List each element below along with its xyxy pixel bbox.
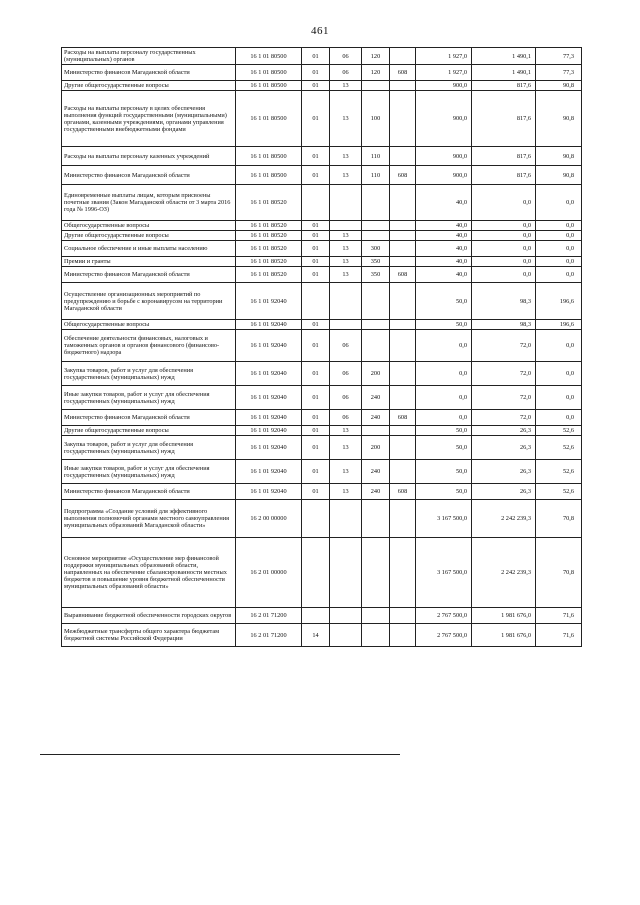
row-plan: 900,0 [416,166,472,185]
row-name: Другие общегосударственные вопросы [62,231,236,241]
row-percent: 0,0 [536,330,582,362]
row-grbs [390,91,416,147]
row-plan: 50,0 [416,283,472,320]
table-row [62,460,582,484]
row-kind [362,608,390,624]
footnote-separator [40,754,400,755]
table-row [62,410,582,426]
table-row [62,426,582,436]
row-grbs [390,426,416,436]
row-executed: 0,0 [472,185,536,221]
row-executed: 0,0 [472,241,536,257]
row-executed: 1 981 676,0 [472,608,536,624]
row-executed: 1 490,1 [472,48,536,65]
row-plan: 0,0 [416,362,472,386]
row-name: Закупка товаров, работ и услуг для обеспечения государственных (муниципальных) нужд [62,436,236,460]
row-subsection: 06 [330,330,362,362]
row-percent: 90,8 [536,91,582,147]
page-number: 461 [311,25,329,37]
row-kind: 100 [362,91,390,147]
row-executed: 2 242 239,3 [472,500,536,538]
table-row [62,436,582,460]
row-subsection: 06 [330,410,362,426]
row-name: Межбюджетные трансферты общего характера бюджетам бюджетной системы Российской Федерации [62,624,236,647]
row-grbs: 608 [390,65,416,81]
row-grbs [390,608,416,624]
table-row [62,147,582,166]
row-percent: 0,0 [536,386,582,410]
row-subsection: 06 [330,362,362,386]
row-grbs [390,436,416,460]
row-percent: 71,6 [536,608,582,624]
row-kind: 350 [362,267,390,283]
row-subsection [330,283,362,320]
row-subsection: 13 [330,426,362,436]
row-name: Подпрограмма «Создание условий для эффективного выполнения полномочий органами местного самоуправления муниципальных образований Магаданской области» [62,500,236,538]
row-code: 16 1 01 80500 [236,166,302,185]
row-kind: 240 [362,484,390,500]
row-kind [362,185,390,221]
row-grbs [390,231,416,241]
row-code: 16 1 01 80520 [236,267,302,283]
row-percent: 196,6 [536,320,582,330]
row-section [302,538,330,608]
row-kind [362,221,390,231]
row-executed: 1 981 676,0 [472,624,536,647]
row-code: 16 1 01 92040 [236,330,302,362]
row-name: Осуществление организационных мероприятий по предупреждению и борьбе с коронавирусом на территории Магаданской области [62,283,236,320]
row-percent: 0,0 [536,410,582,426]
table-row [62,624,582,647]
row-subsection: 13 [330,484,362,500]
row-code: 16 1 01 92040 [236,386,302,410]
row-percent: 70,8 [536,500,582,538]
row-kind [362,283,390,320]
row-percent: 0,0 [536,257,582,267]
row-percent: 90,8 [536,166,582,185]
row-grbs [390,241,416,257]
row-executed: 0,0 [472,231,536,241]
table-row [62,91,582,147]
row-section [302,283,330,320]
row-executed: 98,3 [472,320,536,330]
table-row [62,166,582,185]
row-percent: 0,0 [536,267,582,283]
row-subsection: 13 [330,460,362,484]
row-section: 01 [302,166,330,185]
row-executed: 0,0 [472,267,536,283]
row-plan: 40,0 [416,241,472,257]
row-subsection [330,624,362,647]
row-name: Расходы на выплаты персоналу государственных (муниципальных) органов [62,48,236,65]
row-code: 16 1 01 80520 [236,185,302,221]
row-kind: 240 [362,460,390,484]
row-grbs [390,320,416,330]
row-percent: 77,3 [536,48,582,65]
row-subsection: 06 [330,386,362,410]
row-kind: 300 [362,241,390,257]
table-body [62,48,582,647]
row-section: 01 [302,231,330,241]
row-executed: 1 490,1 [472,65,536,81]
row-percent: 52,6 [536,484,582,500]
row-plan: 50,0 [416,436,472,460]
row-subsection: 13 [330,147,362,166]
row-code: 16 1 01 92040 [236,460,302,484]
row-plan: 0,0 [416,330,472,362]
row-percent: 0,0 [536,362,582,386]
row-executed: 26,3 [472,460,536,484]
row-name: Иные закупки товаров, работ и услуг для обеспечения государственных (муниципальных) нужд [62,460,236,484]
row-executed: 72,0 [472,362,536,386]
row-code: 16 1 01 80500 [236,147,302,166]
row-section [302,608,330,624]
table-row [62,608,582,624]
row-executed: 817,6 [472,91,536,147]
table-row [62,241,582,257]
row-subsection [330,221,362,231]
row-subsection: 13 [330,91,362,147]
row-section: 01 [302,91,330,147]
table-row [62,48,582,65]
row-executed: 98,3 [472,283,536,320]
row-plan: 900,0 [416,147,472,166]
row-name: Социальное обеспечение и иные выплаты населению [62,241,236,257]
row-plan: 0,0 [416,386,472,410]
row-subsection: 06 [330,65,362,81]
row-kind [362,538,390,608]
row-code: 16 1 01 80500 [236,91,302,147]
row-kind [362,320,390,330]
row-percent: 0,0 [536,221,582,231]
table-row [62,330,582,362]
row-kind [362,624,390,647]
row-section: 01 [302,386,330,410]
row-percent: 70,8 [536,538,582,608]
row-name: Обеспечение деятельности финансовых, налоговых и таможенных органов и органов финансового (финансово-бюджетного) надзора [62,330,236,362]
row-percent: 77,3 [536,65,582,81]
row-code: 16 1 01 80500 [236,65,302,81]
row-code: 16 1 01 80520 [236,241,302,257]
table-row [62,320,582,330]
row-percent: 52,6 [536,460,582,484]
row-grbs: 608 [390,410,416,426]
row-code: 16 1 01 80520 [236,231,302,241]
row-section: 01 [302,362,330,386]
row-section: 01 [302,65,330,81]
row-code: 16 2 01 71200 [236,608,302,624]
row-executed: 26,3 [472,436,536,460]
table-row [62,257,582,267]
row-grbs [390,500,416,538]
row-grbs [390,330,416,362]
row-kind: 240 [362,410,390,426]
row-name: Другие общегосударственные вопросы [62,426,236,436]
table-row [62,386,582,410]
table-row [62,362,582,386]
row-section: 01 [302,460,330,484]
row-name: Выравнивание бюджетной обеспеченности городских округов [62,608,236,624]
row-grbs [390,624,416,647]
row-executed: 26,3 [472,426,536,436]
row-grbs [390,460,416,484]
row-plan: 50,0 [416,426,472,436]
row-plan: 40,0 [416,257,472,267]
row-section: 01 [302,426,330,436]
row-plan: 1 927,0 [416,48,472,65]
row-code: 16 1 01 92040 [236,410,302,426]
row-subsection: 13 [330,231,362,241]
row-name: Министерство финансов Магаданской области [62,484,236,500]
row-subsection: 13 [330,166,362,185]
row-code: 16 1 01 92040 [236,362,302,386]
row-executed: 72,0 [472,410,536,426]
row-kind [362,330,390,362]
row-subsection [330,185,362,221]
row-section: 01 [302,48,330,65]
row-percent: 90,8 [536,81,582,91]
row-subsection: 13 [330,436,362,460]
row-plan: 900,0 [416,81,472,91]
row-subsection: 13 [330,81,362,91]
row-name: Расходы на выплаты персоналу казенных учреждений [62,147,236,166]
row-name: Иные закупки товаров, работ и услуг для обеспечения государственных (муниципальных) нужд [62,386,236,410]
row-kind [362,81,390,91]
row-grbs [390,386,416,410]
row-kind: 350 [362,257,390,267]
row-name: Министерство финансов Магаданской области [62,166,236,185]
row-percent: 52,6 [536,426,582,436]
row-name: Единовременные выплаты лицам, которым присвоены почетные звания (Закон Магаданской области от 3 марта 2016 года № 1996-ОЗ) [62,185,236,221]
row-code: 16 1 01 80500 [236,81,302,91]
row-subsection: 13 [330,267,362,283]
row-section: 01 [302,436,330,460]
row-section [302,185,330,221]
row-code: 16 2 01 00000 [236,538,302,608]
row-subsection: 13 [330,257,362,267]
row-plan: 1 927,0 [416,65,472,81]
row-code: 16 1 01 92040 [236,484,302,500]
row-executed: 72,0 [472,330,536,362]
row-section: 01 [302,241,330,257]
row-grbs [390,283,416,320]
row-name: Основное мероприятие «Осуществление мер финансовой поддержки муниципальных образований области, направленных на обеспечение сбалансированности местных бюджетов и повышение уровня бюджетной обеспеченности муниципальных образований области» [62,538,236,608]
row-plan: 50,0 [416,460,472,484]
row-grbs [390,221,416,231]
row-subsection [330,608,362,624]
row-section: 01 [302,484,330,500]
row-section: 01 [302,257,330,267]
row-kind: 110 [362,147,390,166]
row-section: 01 [302,410,330,426]
row-name: Министерство финансов Магаданской области [62,267,236,283]
row-percent: 196,6 [536,283,582,320]
row-percent: 0,0 [536,185,582,221]
row-kind: 120 [362,65,390,81]
row-code: 16 2 01 71200 [236,624,302,647]
row-percent: 71,6 [536,624,582,647]
row-subsection [330,320,362,330]
row-name: Премии и гранты [62,257,236,267]
table-row [62,65,582,81]
table-row [62,231,582,241]
table-row [62,484,582,500]
row-section: 01 [302,320,330,330]
row-section: 01 [302,267,330,283]
row-name: Общегосударственные вопросы [62,221,236,231]
table-row [62,185,582,221]
row-plan: 3 167 500,0 [416,538,472,608]
row-code: 16 1 01 92040 [236,283,302,320]
row-subsection [330,500,362,538]
row-plan: 3 167 500,0 [416,500,472,538]
row-code: 16 1 01 92040 [236,436,302,460]
row-grbs: 608 [390,166,416,185]
row-code: 16 1 01 92040 [236,426,302,436]
row-grbs [390,362,416,386]
row-grbs: 608 [390,267,416,283]
row-plan: 900,0 [416,91,472,147]
row-executed: 26,3 [472,484,536,500]
row-plan: 0,0 [416,410,472,426]
row-percent: 90,8 [536,147,582,166]
row-plan: 40,0 [416,267,472,283]
row-grbs [390,538,416,608]
row-name: Другие общегосударственные вопросы [62,81,236,91]
row-kind: 240 [362,386,390,410]
row-plan: 50,0 [416,320,472,330]
row-executed: 72,0 [472,386,536,410]
row-plan: 40,0 [416,185,472,221]
row-name: Министерство финансов Магаданской области [62,410,236,426]
row-subsection: 13 [330,241,362,257]
row-percent: 52,6 [536,436,582,460]
row-grbs: 608 [390,484,416,500]
row-name: Расходы на выплаты персоналу в целях обеспечения выполнения функций государственными (муниципальными) органами, казенными учреждениями, органами управления государственными внебюджетными фондами [62,91,236,147]
row-name: Министерство финансов Магаданской области [62,65,236,81]
row-kind [362,426,390,436]
row-grbs [390,257,416,267]
row-name: Общегосударственные вопросы [62,320,236,330]
row-plan: 2 767 500,0 [416,608,472,624]
row-executed: 2 242 239,3 [472,538,536,608]
row-subsection [330,538,362,608]
row-executed: 817,6 [472,81,536,91]
row-kind [362,231,390,241]
row-section: 01 [302,81,330,91]
row-subsection: 06 [330,48,362,65]
row-section: 01 [302,147,330,166]
row-section [302,500,330,538]
row-kind: 200 [362,436,390,460]
row-code: 16 1 01 92040 [236,320,302,330]
row-code: 16 1 01 80520 [236,257,302,267]
row-plan: 2 767 500,0 [416,624,472,647]
row-code: 16 2 00 00000 [236,500,302,538]
row-section: 01 [302,221,330,231]
row-executed: 0,0 [472,221,536,231]
row-plan: 50,0 [416,484,472,500]
row-kind: 200 [362,362,390,386]
row-grbs [390,185,416,221]
table-row [62,538,582,608]
row-executed: 0,0 [472,257,536,267]
row-section: 01 [302,330,330,362]
row-name: Закупка товаров, работ и услуг для обеспечения государственных (муниципальных) нужд [62,362,236,386]
row-kind: 110 [362,166,390,185]
row-grbs [390,48,416,65]
table-row [62,81,582,91]
table-row [62,221,582,231]
row-plan: 40,0 [416,231,472,241]
table-row [62,283,582,320]
row-code: 16 1 01 80500 [236,48,302,65]
row-kind [362,500,390,538]
row-percent: 0,0 [536,231,582,241]
row-section: 14 [302,624,330,647]
row-code: 16 1 01 80520 [236,221,302,231]
row-percent: 0,0 [536,241,582,257]
row-grbs [390,147,416,166]
row-executed: 817,6 [472,166,536,185]
table-row [62,267,582,283]
budget-table [61,47,582,647]
table-row [62,500,582,538]
row-plan: 40,0 [416,221,472,231]
row-kind: 120 [362,48,390,65]
row-executed: 817,6 [472,147,536,166]
row-grbs [390,81,416,91]
